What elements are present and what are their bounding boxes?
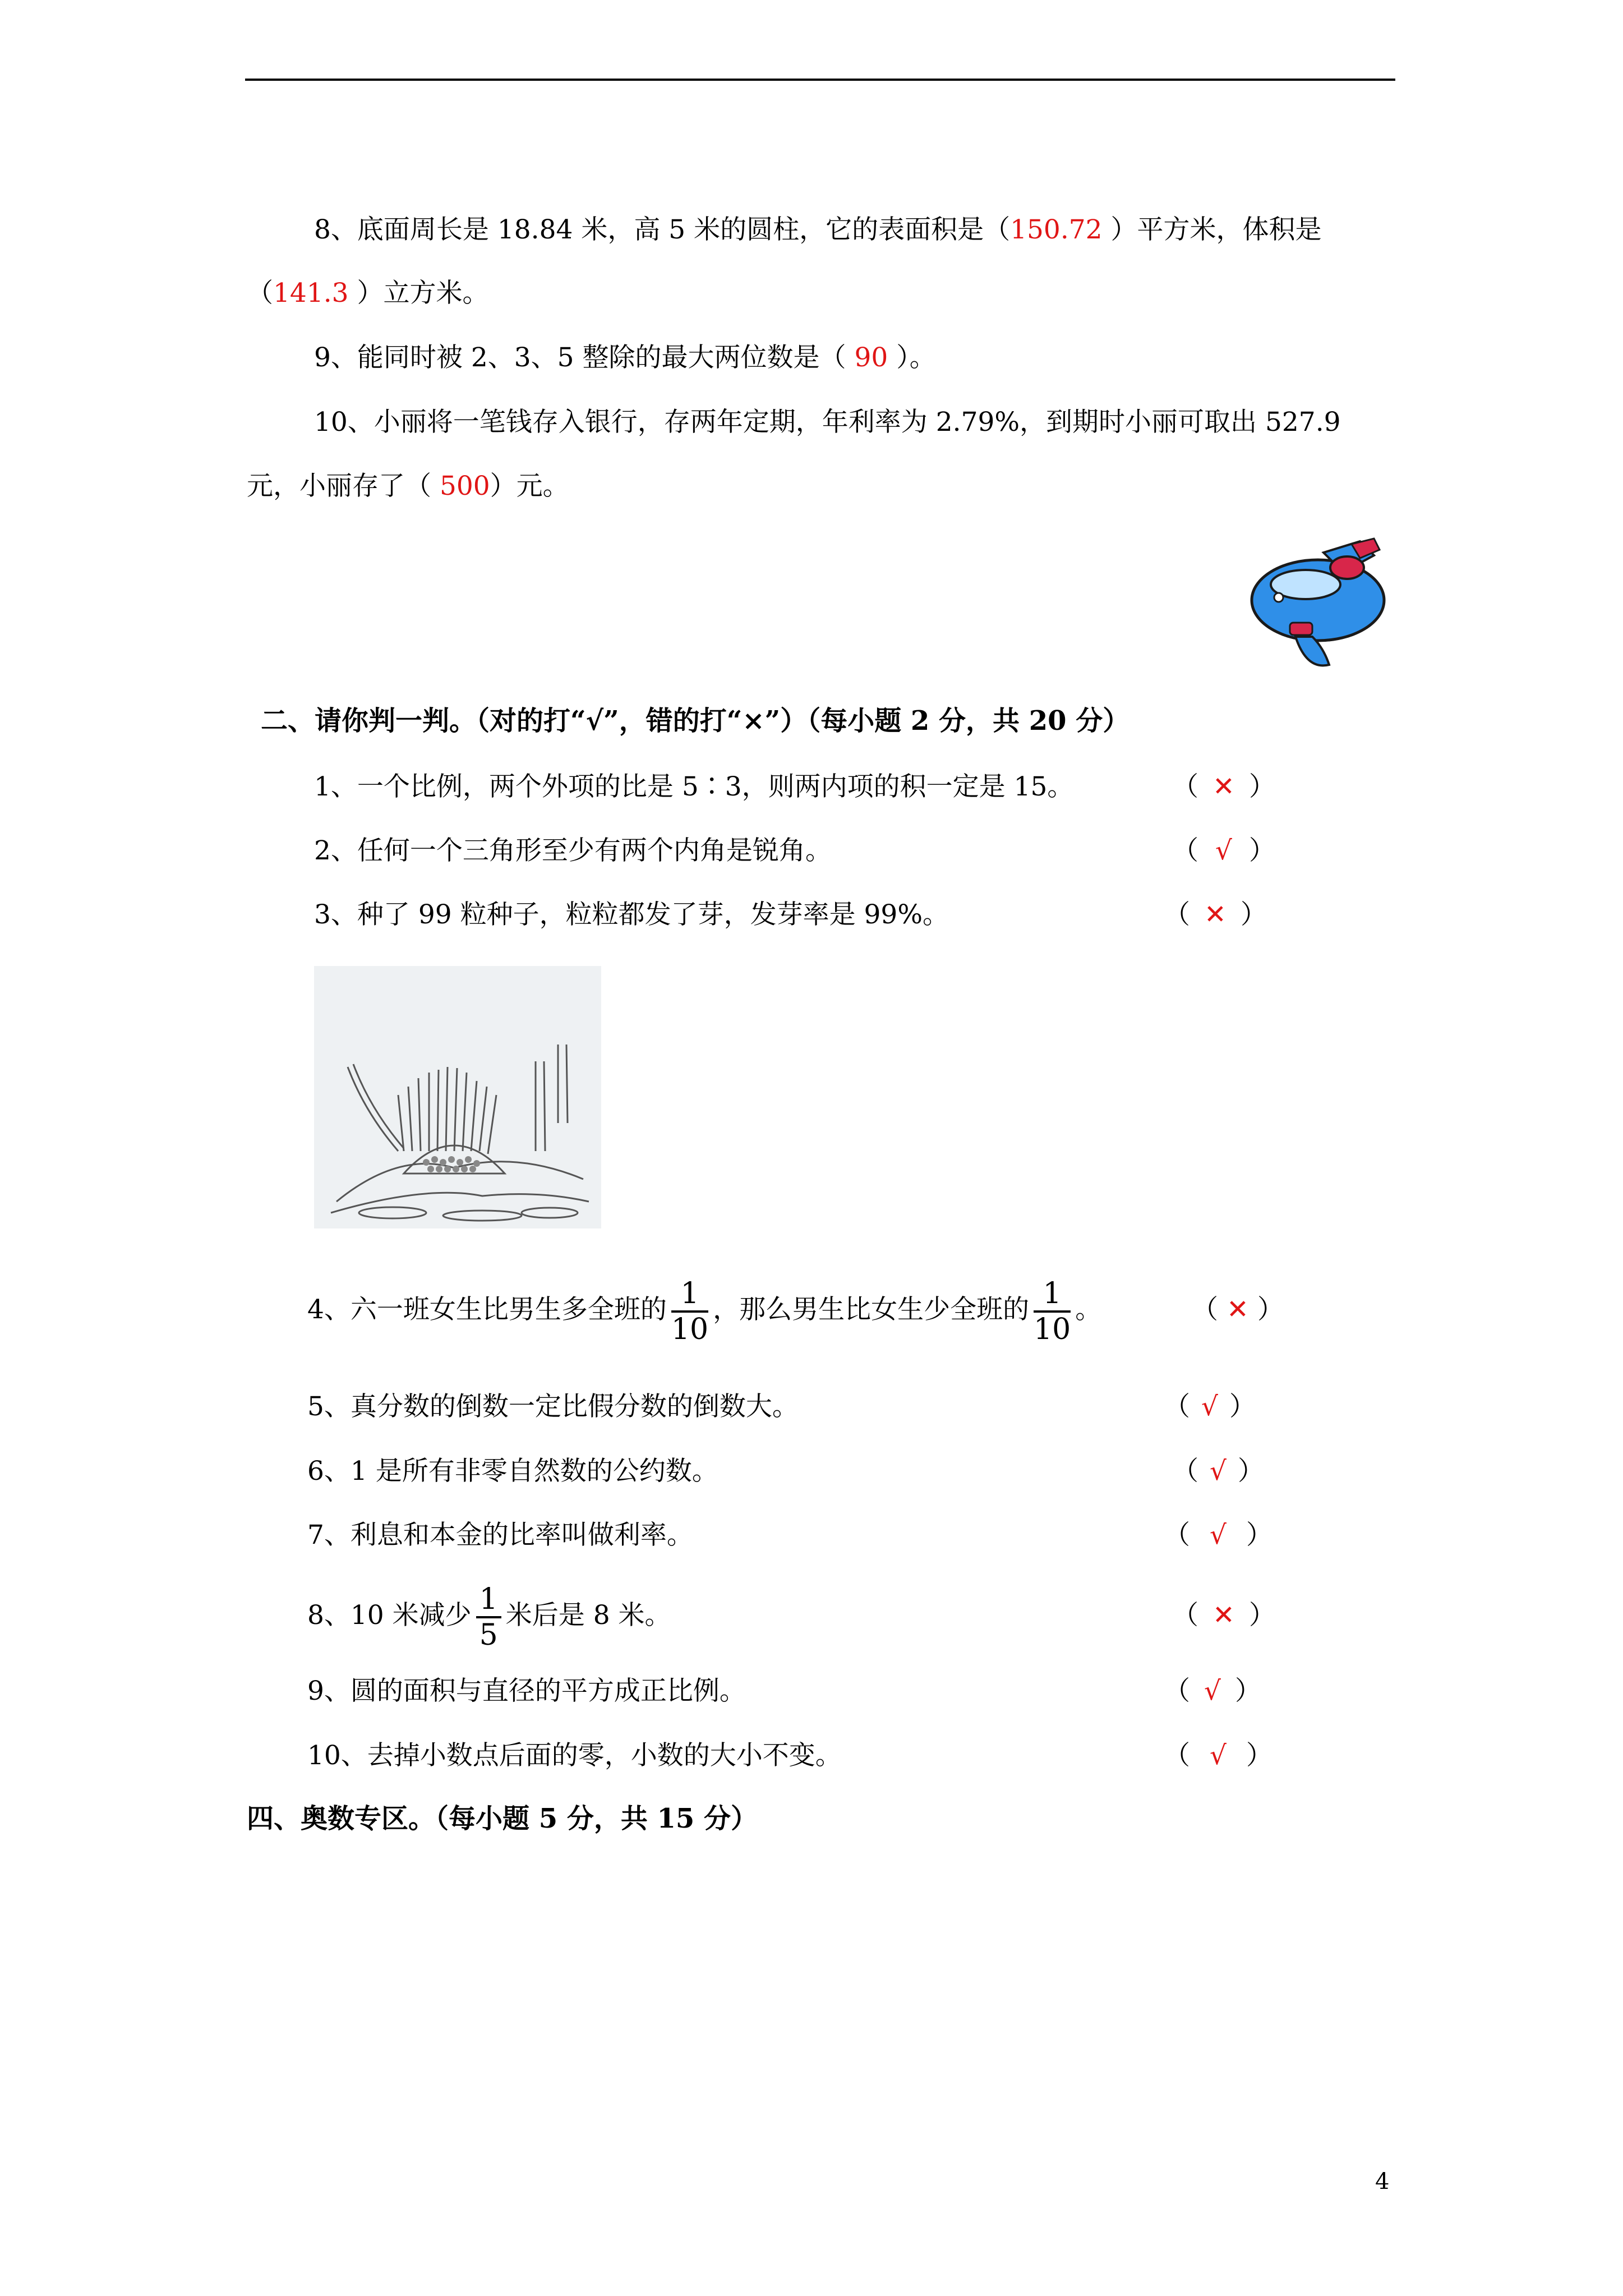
fraction-one-fifth: $\frac{1}{5}$ [476,1582,501,1652]
check-mark-icon: √ [1215,835,1232,866]
q10-answer: 500 [439,471,490,501]
fraction-one-tenth: $\frac{1}{10}$ [671,1277,709,1346]
q10-text-a: 10、小丽将一笔钱存入银行，存两年定期，年利率为 2.79%，到期时小丽可取出 527.9 [314,407,1341,438]
judge-answer-9: （ √ ） [1164,1674,1261,1708]
judge-item-3: 3、种了 99 粒种子，粒粒都发了芽，发芽率是 99%。 [314,899,949,930]
check-mark-icon: √ [1210,1520,1227,1550]
judge-answer-5: （ √ ） [1164,1390,1256,1424]
check-mark-icon: √ [1210,1740,1227,1771]
judge-answer-1: （ ✕ ） [1172,770,1275,804]
item8-text-b: 米后是 8 米。 [505,1600,671,1631]
check-mark-icon: √ [1201,1391,1218,1422]
judge-item-2: 2、任何一个三角形至少有两个内角是锐角。 [314,835,832,866]
judge-item-7: 7、利息和本金的比率叫做利率。 [307,1520,693,1550]
header-rule [245,79,1395,81]
q8-answer-area: 150.72 [1010,214,1103,245]
page-number: 4 [1375,2169,1390,2194]
check-mark-icon: √ [1210,1456,1227,1487]
judge-item-9: 9、圆的面积与直径的平方成正比例。 [307,1676,746,1706]
section4-heading: 四、奥数专区。（每小题 5 分，共 15 分） [247,1803,758,1834]
airplane-cartoon-icon [1239,533,1396,679]
cross-mark-icon: ✕ [1204,899,1227,930]
q8-text-a: 8、底面周长是 18.84 米，高 5 米的圆柱，它的表面积是（ [314,214,1011,245]
judge-item-8 [307,1576,671,1655]
q8-text-c: （ [247,278,273,309]
judge-item-1: 1、一个比例，两个外项的比是 5∶3，则两内项的积一定是 15。 [314,771,1074,802]
item8-text-a: 8、10 米减少 [307,1600,472,1631]
judge-answer-2: （ √ ） [1172,834,1275,868]
fraction-one-tenth-2: $\frac{1}{10}$ [1034,1277,1071,1346]
judge-answer-10: （ √ ） [1164,1739,1272,1773]
q8-line1 [314,213,1322,247]
judge-item-6: 6、1 是所有非零自然数的公约数。 [307,1456,718,1487]
judge-item-5: 5、真分数的倒数一定比假分数的倒数大。 [307,1391,799,1422]
q9-line [314,341,936,375]
judge-answer-4: （ ✕ ） [1192,1293,1284,1327]
q8-answer-volume: 141.3 [273,278,349,309]
fungus-sketch-image [314,966,601,1228]
q8-text-b: ）平方米，体积是 [1102,214,1322,245]
q8-line2 [247,277,489,310]
q10-line1 [314,406,1341,439]
judge-answer-8: （ ✕ ） [1172,1599,1275,1632]
section2-heading: 二、请你判一判。（对的打“√”，错的打“×”）（每小题 2 分，共 20 分） [261,705,1130,737]
item4-text-b: ，那么男生比女生少全班的 [713,1294,1030,1325]
judge-answer-6: （ √ ） [1172,1455,1264,1488]
q10-line2 [247,470,569,503]
cross-mark-icon: ✕ [1212,1600,1235,1631]
item4-text-a: 4、六一班女生比男生多全班的 [307,1294,667,1325]
judge-answer-3: （ ✕ ） [1164,898,1267,932]
judge-item-10: 10、去掉小数点后面的零，小数的大小不变。 [307,1740,842,1771]
cross-mark-icon: ✕ [1227,1294,1249,1325]
q8-text-d: ）立方米。 [348,278,489,309]
judge-answer-7: （ √ ） [1164,1519,1272,1552]
judge-item-4 [307,1271,1101,1349]
item4-text-c: 。 [1075,1294,1102,1325]
q10-text-c: ）元。 [490,471,569,501]
q9-text-b: ）。 [888,342,936,373]
cross-mark-icon: ✕ [1212,771,1235,802]
q9-text-a: 9、能同时被 2、3、5 整除的最大两位数是（ [314,342,855,373]
check-mark-icon: √ [1204,1676,1221,1706]
q10-text-b: 元，小丽存了（ [247,471,440,501]
q9-answer: 90 [854,342,888,373]
